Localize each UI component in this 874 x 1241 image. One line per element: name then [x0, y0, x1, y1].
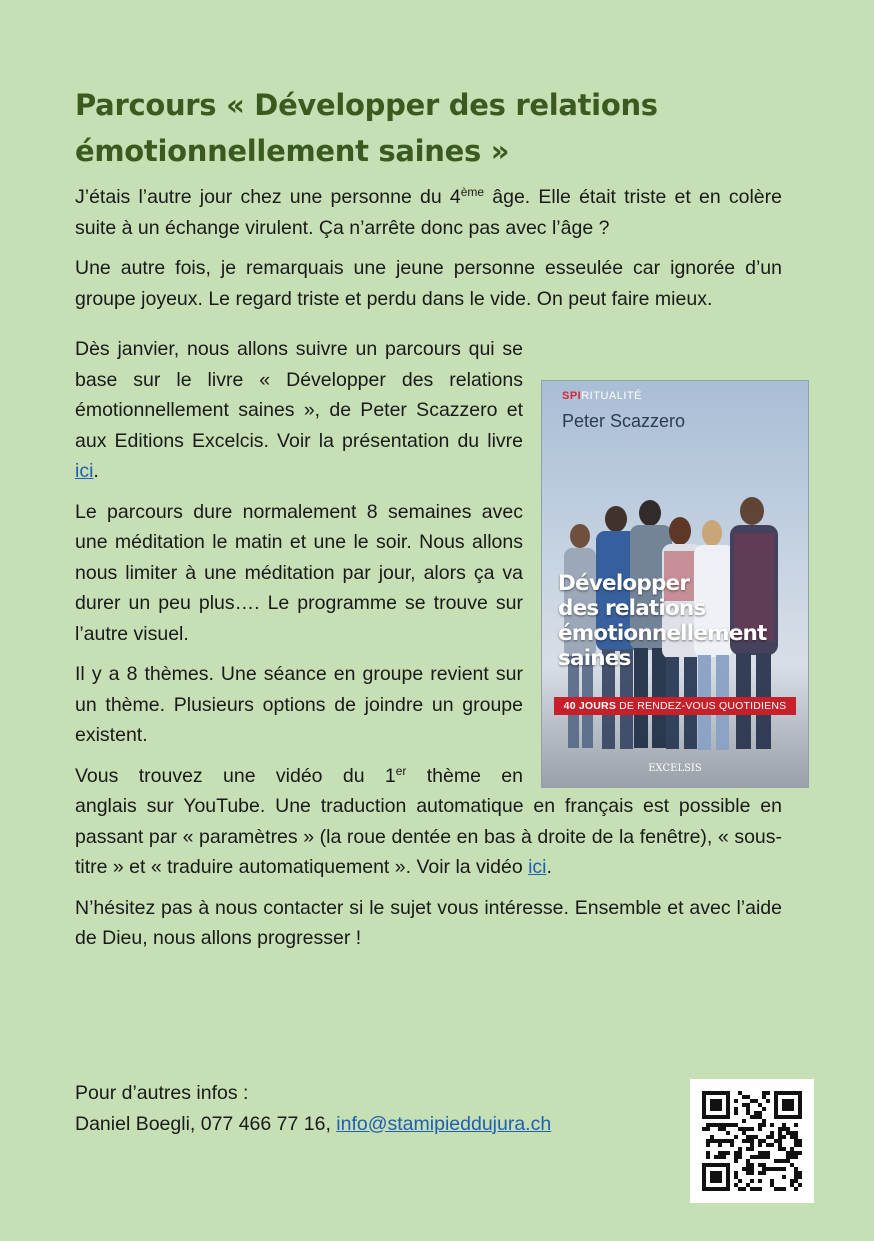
page-title: Parcours « Développer des relations émotionnellement saines »: [75, 88, 658, 168]
paragraph-6-text: Vous trouvez une vidéo du 1: [75, 764, 396, 787]
paragraph-6-text-b: thème en: [406, 764, 524, 787]
paragraph-5: Il y a 8 thèmes. Une séance en groupe revient sur un thème. Plusieurs options de joindre un groupe existent.: [75, 663, 523, 746]
paragraph-6-rest: [75, 791, 782, 883]
contact-details: Daniel Boegli, 077 466 77 16,: [75, 1112, 337, 1135]
paragraph-2: Une autre fois, je remarquais une jeune personne esseulée car ignorée d’un groupe joyeux. Le regard triste et perdu dans le vide. On peut faire mieux.: [75, 257, 782, 310]
paragraph-7: N’hésitez pas à nous contacter si le sujet vous intéresse. Ensemble et avec l’aide de Dieu, nous allons progresser !: [75, 896, 782, 949]
book-banner: 40 JOURS DE RENDEZ-VOUS QUOTIDIENS: [554, 697, 796, 715]
paragraph-1-text-end: âge. Elle était triste et en colère suite à un échange virulent. Ça n’arrête donc pas avec l’âge ?: [75, 186, 782, 239]
paragraph-6-rest-text: anglais sur YouTube. Une traduction automatique en français est possible en passant par « paramètres » (la roue dentée en bas à droite de la fenêtre), « sous-titre » et « traduire automatiquement ». Voir la vidéo: [75, 795, 782, 878]
footer-line-1: Pour d’autres infos :: [75, 1082, 249, 1104]
contact-footer: [75, 1078, 675, 1139]
ordinal-superscript: ème: [460, 185, 485, 199]
paragraph-1-text: J’étais l’autre jour chez une personne du 4: [75, 186, 461, 208]
ordinal-superscript-2: er: [395, 763, 407, 778]
video-link[interactable]: ici: [528, 856, 547, 878]
book-series-label: SPIRITUALITÉ: [562, 390, 642, 402]
paragraph-4: Le parcours dure normalement 8 semaines avec une méditation le matin et une le soir. Nous allons nous limiter à une méditation par jour, alors ça va durer un peu plus…. Le programme se trouve sur l’autre visuel.: [75, 500, 523, 645]
book-presentation-link[interactable]: ici: [75, 460, 94, 482]
book-title: Développer des relations émotionnellement saines: [558, 571, 767, 671]
paragraph-6-first-line: [75, 761, 523, 792]
book-cover-image: [542, 381, 808, 787]
paragraph-3: [75, 334, 523, 487]
qr-code-graphic: [690, 1079, 814, 1203]
footer-line-2: [75, 1109, 675, 1140]
book-author: Peter Scazzero: [562, 411, 686, 431]
email-link[interactable]: info@stamipieddujura.ch: [336, 1112, 552, 1135]
paragraph-6-end: .: [546, 856, 552, 878]
book-publisher: EXCELSIS: [648, 763, 702, 774]
paragraph-3-text: Dès janvier, nous allons suivre un parcours qui se base sur le livre « Développer des relations émotionnellement saines », de Peter Scazzero et aux Editions Excelcis. Voir la présentation du livre: [75, 338, 523, 452]
paragraph-1: [75, 182, 782, 243]
qr-code-icon: [690, 1079, 814, 1203]
paragraph-3-end: .: [93, 460, 99, 482]
